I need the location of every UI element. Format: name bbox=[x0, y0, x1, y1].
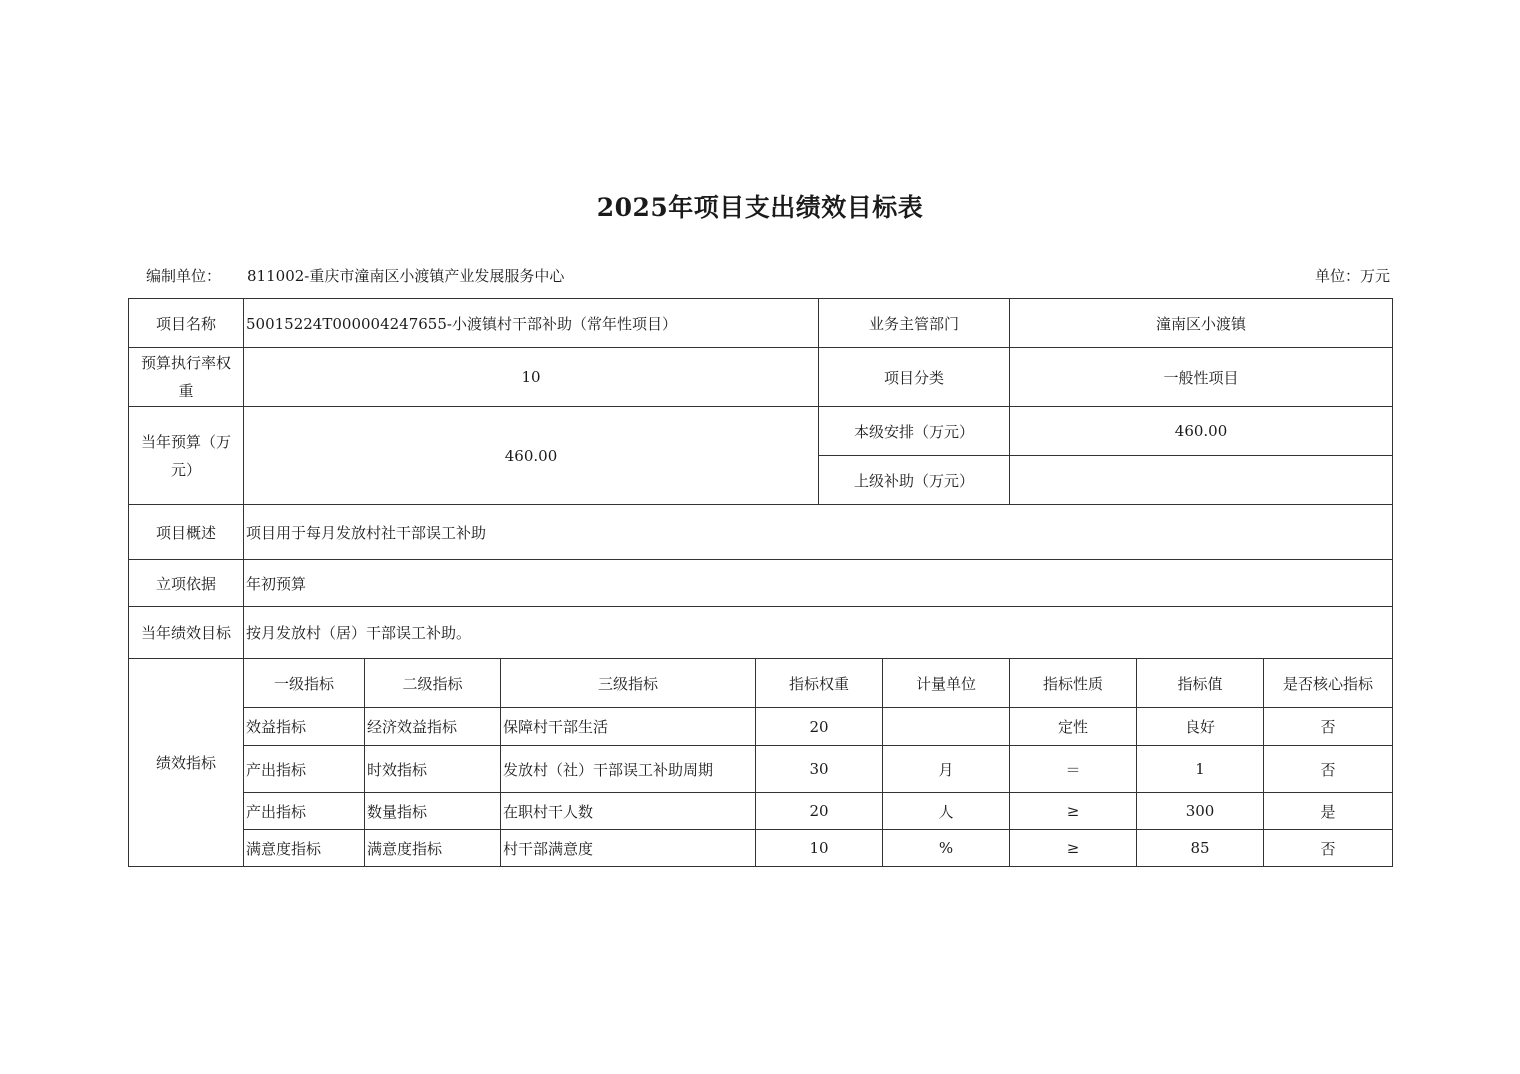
overview-label: 项目概述 bbox=[129, 505, 244, 560]
row-budget-local bbox=[129, 407, 1393, 456]
cell-unit bbox=[883, 708, 1010, 746]
cell-level2: 时效指标 bbox=[365, 746, 501, 793]
page-title: 2025年项目支出绩效目标表 bbox=[596, 193, 924, 222]
upper-budget-label: 上级补助（万元） bbox=[819, 456, 1010, 505]
row-overview bbox=[129, 505, 1393, 560]
cell-weight: 10 bbox=[756, 830, 883, 867]
row-goal bbox=[129, 607, 1393, 659]
weight-label bbox=[129, 348, 244, 407]
cell-level3: 发放村（社）干部误工补助周期 bbox=[501, 746, 756, 793]
project-name-value: 50015224T000004247655-小渡镇村干部补助（常年性项目） bbox=[244, 299, 819, 348]
local-budget-value: 460.00 bbox=[1010, 407, 1393, 456]
performance-table bbox=[128, 298, 1393, 867]
cell-level2: 满意度指标 bbox=[365, 830, 501, 867]
local-budget-label: 本级安排（万元） bbox=[819, 407, 1010, 456]
cell-level2: 数量指标 bbox=[365, 793, 501, 830]
org-value: 811002-重庆市潼南区小渡镇产业发展服务中心 bbox=[247, 267, 565, 285]
dept-label: 业务主管部门 bbox=[819, 299, 1010, 348]
goal-label: 当年绩效目标 bbox=[129, 607, 244, 659]
overview-value: 项目用于每月发放村社干部误工补助 bbox=[244, 505, 1393, 560]
cell-value: 85 bbox=[1137, 830, 1264, 867]
cell-level1: 效益指标 bbox=[244, 708, 365, 746]
weight-label-line1: 预算执行率权 bbox=[140, 354, 231, 372]
cell-nature: ＝ bbox=[1010, 746, 1137, 793]
cell-unit: 人 bbox=[883, 793, 1010, 830]
header-nature: 指标性质 bbox=[1010, 659, 1137, 708]
row-basis bbox=[129, 560, 1393, 607]
cell-nature: 定性 bbox=[1010, 708, 1137, 746]
cell-weight: 20 bbox=[756, 793, 883, 830]
basis-value: 年初预算 bbox=[244, 560, 1393, 607]
table-row bbox=[129, 708, 1393, 746]
cell-core: 否 bbox=[1264, 708, 1393, 746]
cell-value: 良好 bbox=[1137, 708, 1264, 746]
cell-unit: % bbox=[883, 830, 1010, 867]
header-weight: 指标权重 bbox=[756, 659, 883, 708]
cell-level1: 满意度指标 bbox=[244, 830, 365, 867]
cell-value: 300 bbox=[1137, 793, 1264, 830]
cell-core: 否 bbox=[1264, 746, 1393, 793]
upper-budget-value bbox=[1010, 456, 1393, 505]
cell-core: 是 bbox=[1264, 793, 1393, 830]
budget-label-line1: 当年预算（万 bbox=[140, 432, 231, 451]
goal-value: 按月发放村（居）干部误工补助。 bbox=[244, 607, 1393, 659]
cell-level3: 保障村干部生活 bbox=[501, 708, 756, 746]
header-level3: 三级指标 bbox=[501, 659, 756, 708]
table-row bbox=[129, 793, 1393, 830]
basis-label: 立项依据 bbox=[129, 560, 244, 607]
header-level1: 一级指标 bbox=[244, 659, 365, 708]
indicators-header-row bbox=[129, 659, 1393, 708]
dept-value: 潼南区小渡镇 bbox=[1010, 299, 1393, 348]
weight-label-line2: 重 bbox=[178, 382, 194, 400]
cell-core: 否 bbox=[1264, 830, 1393, 867]
cell-level3: 在职村干人数 bbox=[501, 793, 756, 830]
budget-label-line2: 元） bbox=[170, 460, 201, 479]
org-line bbox=[146, 265, 564, 286]
cell-weight: 30 bbox=[756, 746, 883, 793]
category-value: 一般性项目 bbox=[1010, 348, 1393, 407]
unit-label: 单位：万元 bbox=[1314, 267, 1390, 285]
header-level2: 二级指标 bbox=[365, 659, 501, 708]
cell-nature: ≥ bbox=[1010, 830, 1137, 867]
cell-level2: 经济效益指标 bbox=[365, 708, 501, 746]
row-weight bbox=[129, 348, 1393, 407]
cell-nature: ≥ bbox=[1010, 793, 1137, 830]
header-unit: 计量单位 bbox=[883, 659, 1010, 708]
budget-value: 460.00 bbox=[244, 407, 819, 505]
cell-unit: 月 bbox=[883, 746, 1010, 793]
budget-label bbox=[129, 407, 244, 505]
cell-value: 1 bbox=[1137, 746, 1264, 793]
category-label: 项目分类 bbox=[819, 348, 1010, 407]
project-name-label: 项目名称 bbox=[129, 299, 244, 348]
cell-weight: 20 bbox=[756, 708, 883, 746]
weight-value: 10 bbox=[244, 348, 819, 407]
header-value: 指标值 bbox=[1137, 659, 1264, 708]
cell-level3: 村干部满意度 bbox=[501, 830, 756, 867]
table-row bbox=[129, 830, 1393, 867]
cell-level1: 产出指标 bbox=[244, 746, 365, 793]
header-core: 是否核心指标 bbox=[1264, 659, 1393, 708]
cell-level1: 产出指标 bbox=[244, 793, 365, 830]
indicators-section-label: 绩效指标 bbox=[129, 659, 244, 867]
org-label: 编制单位： bbox=[146, 267, 222, 285]
table-row bbox=[129, 746, 1393, 793]
row-project-name bbox=[129, 299, 1393, 348]
